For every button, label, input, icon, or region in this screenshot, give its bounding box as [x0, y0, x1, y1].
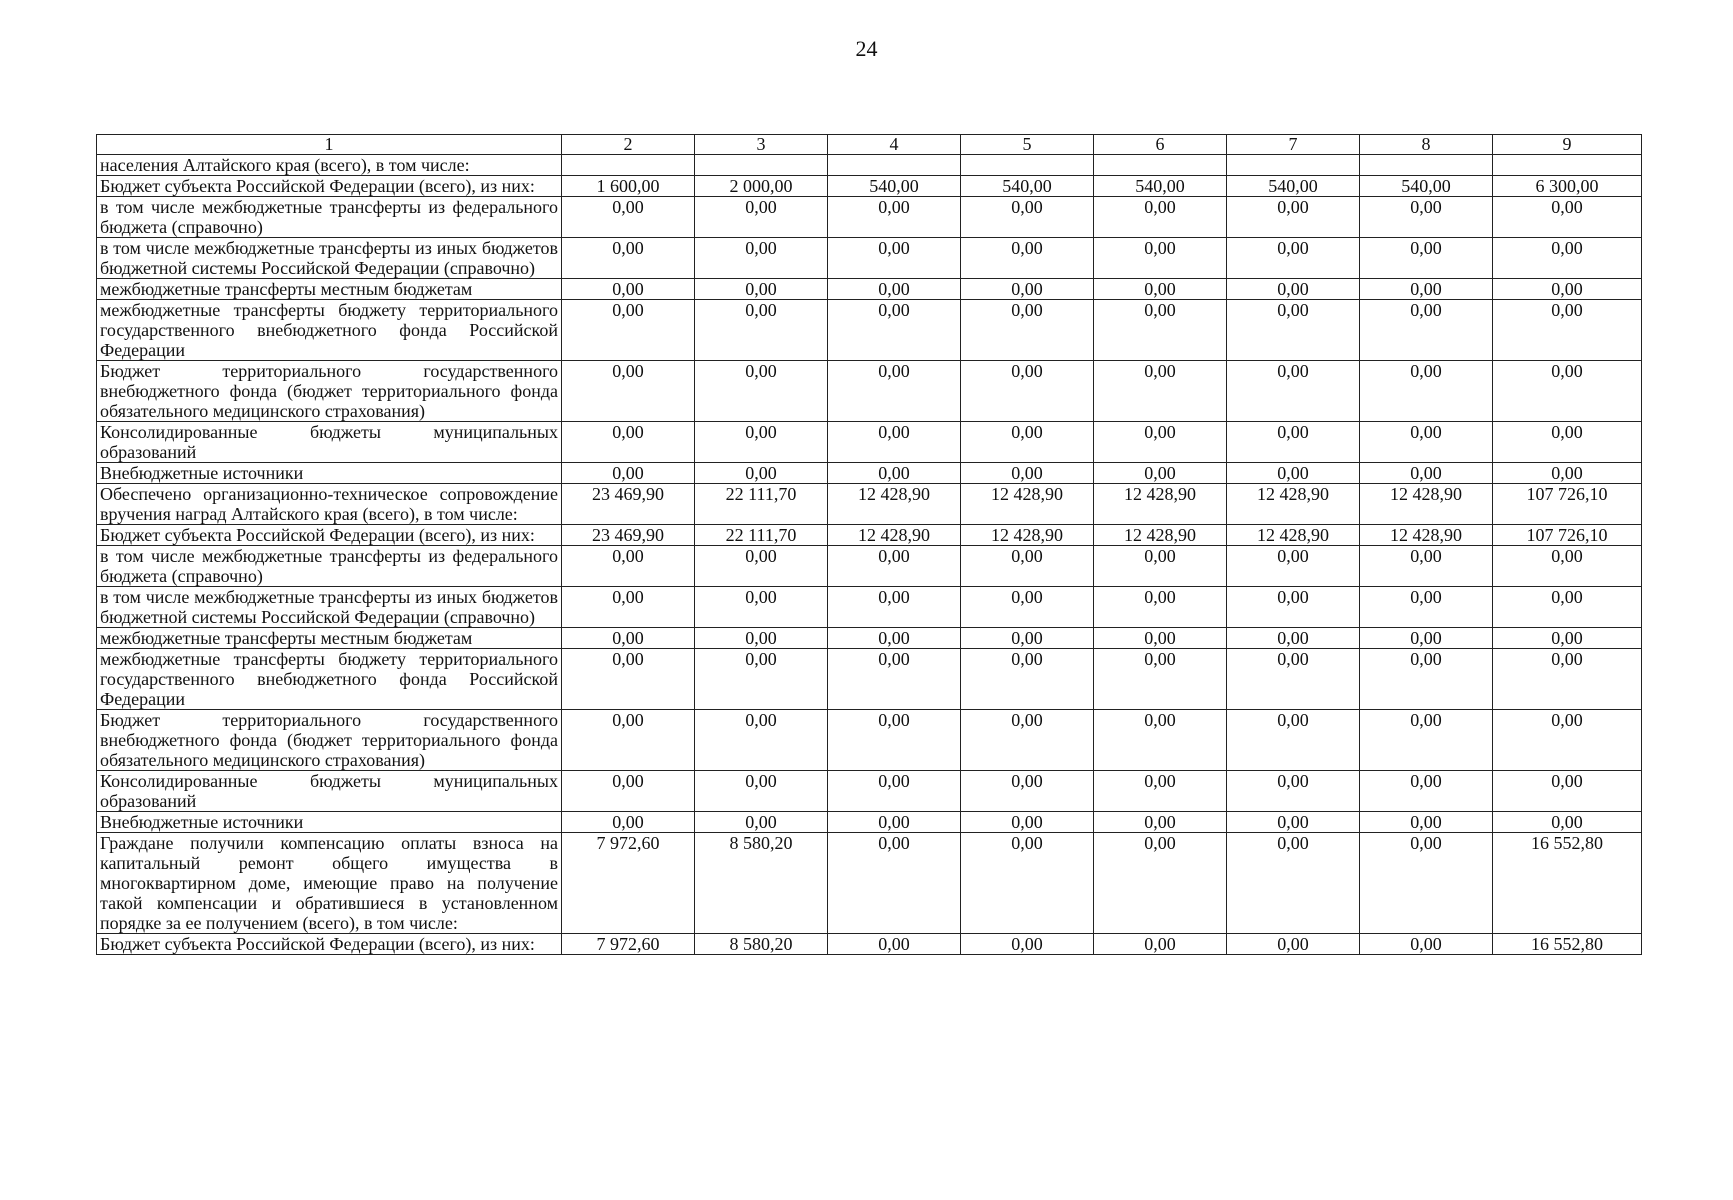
row-value: 0,00: [961, 587, 1094, 628]
row-label: в том числе межбюджетные трансферты из иных бюджетов бюджетной системы Российской Федерации (справочно): [97, 587, 562, 628]
table-row: [97, 628, 1642, 649]
row-value: 540,00: [1094, 176, 1227, 197]
row-value: 0,00: [1493, 812, 1642, 833]
table-row: [97, 649, 1642, 710]
row-value: 0,00: [961, 771, 1094, 812]
row-value: 16 552,80: [1493, 833, 1642, 934]
row-value: 0,00: [1360, 771, 1493, 812]
row-value: 0,00: [1094, 279, 1227, 300]
row-value: 22 111,70: [695, 484, 828, 525]
row-value: 0,00: [1493, 279, 1642, 300]
row-value: 0,00: [961, 710, 1094, 771]
row-label: Бюджет субъекта Российской Федерации (всего), из них:: [97, 525, 562, 546]
table-row: [97, 546, 1642, 587]
row-value: 0,00: [1227, 628, 1360, 649]
row-value: 6 300,00: [1493, 176, 1642, 197]
table-header: [97, 135, 1642, 155]
row-value: 0,00: [1094, 771, 1227, 812]
row-value: 0,00: [828, 197, 961, 238]
row-value: 0,00: [1493, 361, 1642, 422]
table-row: [97, 587, 1642, 628]
row-value: 0,00: [1493, 546, 1642, 587]
row-value: 0,00: [562, 587, 695, 628]
row-value: 0,00: [1094, 422, 1227, 463]
row-value: 0,00: [1493, 628, 1642, 649]
table-row: [97, 361, 1642, 422]
row-label: в том числе межбюджетные трансферты из федерального бюджета (справочно): [97, 546, 562, 587]
row-value: 0,00: [961, 833, 1094, 934]
row-value: 0,00: [562, 771, 695, 812]
table-row: [97, 238, 1642, 279]
table-row: [97, 197, 1642, 238]
row-value: 107 726,10: [1493, 525, 1642, 546]
row-value: 8 580,20: [695, 934, 828, 955]
row-value: 22 111,70: [695, 525, 828, 546]
row-value: 0,00: [1227, 934, 1360, 955]
row-value: 0,00: [828, 422, 961, 463]
table-row: [97, 279, 1642, 300]
row-value: 0,00: [828, 833, 961, 934]
row-value: 0,00: [1493, 463, 1642, 484]
row-value: 0,00: [1227, 710, 1360, 771]
row-value: 0,00: [562, 279, 695, 300]
row-value: 0,00: [562, 710, 695, 771]
row-value: 0,00: [1227, 422, 1360, 463]
row-value: 0,00: [1360, 710, 1493, 771]
row-label: Внебюджетные источники: [97, 463, 562, 484]
row-value: 0,00: [1094, 833, 1227, 934]
table-row: [97, 463, 1642, 484]
table-row: [97, 176, 1642, 197]
row-value: [1094, 155, 1227, 176]
row-value: 12 428,90: [828, 484, 961, 525]
row-value: 0,00: [961, 812, 1094, 833]
row-value: 12 428,90: [961, 484, 1094, 525]
row-value: 0,00: [1094, 197, 1227, 238]
row-value: 2 000,00: [695, 176, 828, 197]
row-value: 0,00: [828, 771, 961, 812]
row-label: Граждане получили компенсацию оплаты взноса на капитальный ремонт общего имущества в многоквартирном доме, имеющие право на получение такой компенсации и обратившиеся в установленном порядке за ее получением (всего), в том числе:: [97, 833, 562, 934]
row-value: 12 428,90: [1094, 525, 1227, 546]
row-value: 0,00: [961, 238, 1094, 279]
row-value: 12 428,90: [1360, 484, 1493, 525]
row-value: 0,00: [1360, 628, 1493, 649]
row-value: 0,00: [961, 628, 1094, 649]
row-value: 0,00: [562, 422, 695, 463]
row-value: 0,00: [1094, 546, 1227, 587]
row-value: 0,00: [828, 649, 961, 710]
row-label: Консолидированные бюджеты муниципальных образований: [97, 771, 562, 812]
row-value: 0,00: [1360, 934, 1493, 955]
row-value: 0,00: [961, 361, 1094, 422]
row-label: межбюджетные трансферты местным бюджетам: [97, 628, 562, 649]
row-value: 0,00: [828, 710, 961, 771]
row-value: 0,00: [695, 812, 828, 833]
row-value: 0,00: [695, 238, 828, 279]
row-value: [961, 155, 1094, 176]
row-value: 8 580,20: [695, 833, 828, 934]
column-header: 1: [97, 135, 562, 155]
row-value: 0,00: [562, 628, 695, 649]
row-value: 0,00: [562, 463, 695, 484]
row-value: 0,00: [695, 197, 828, 238]
table-row: [97, 771, 1642, 812]
row-value: 0,00: [1493, 771, 1642, 812]
row-value: 0,00: [1493, 238, 1642, 279]
row-value: 0,00: [1493, 649, 1642, 710]
row-value: [1493, 155, 1642, 176]
row-value: 0,00: [1227, 587, 1360, 628]
row-value: 0,00: [1094, 812, 1227, 833]
row-value: 12 428,90: [1227, 484, 1360, 525]
row-value: 0,00: [1227, 463, 1360, 484]
row-value: 0,00: [562, 546, 695, 587]
row-value: 0,00: [1227, 197, 1360, 238]
row-value: 7 972,60: [562, 833, 695, 934]
row-label: Бюджет субъекта Российской Федерации (всего), из них:: [97, 934, 562, 955]
row-value: [562, 155, 695, 176]
row-value: 0,00: [1360, 812, 1493, 833]
row-value: 0,00: [1227, 771, 1360, 812]
row-value: 0,00: [1493, 300, 1642, 361]
row-label: населения Алтайского края (всего), в том числе:: [97, 155, 562, 176]
row-value: 0,00: [1094, 628, 1227, 649]
row-value: 12 428,90: [828, 525, 961, 546]
row-value: [1360, 155, 1493, 176]
row-value: 0,00: [961, 649, 1094, 710]
row-value: 0,00: [1094, 361, 1227, 422]
row-value: 0,00: [695, 463, 828, 484]
column-header: 9: [1493, 135, 1642, 155]
table-row: [97, 422, 1642, 463]
row-value: 0,00: [1227, 649, 1360, 710]
row-value: 12 428,90: [961, 525, 1094, 546]
row-label: Внебюджетные источники: [97, 812, 562, 833]
row-value: 0,00: [828, 812, 961, 833]
row-value: 0,00: [1094, 710, 1227, 771]
row-label: Бюджет субъекта Российской Федерации (всего), из них:: [97, 176, 562, 197]
row-value: 16 552,80: [1493, 934, 1642, 955]
row-label: межбюджетные трансферты бюджету территориального государственного внебюджетного фонда Российской Федерации: [97, 300, 562, 361]
column-header: 8: [1360, 135, 1493, 155]
row-value: 0,00: [828, 279, 961, 300]
row-value: 0,00: [1360, 546, 1493, 587]
row-value: 540,00: [828, 176, 961, 197]
table-row: [97, 525, 1642, 546]
row-value: 0,00: [1360, 300, 1493, 361]
row-value: 0,00: [1227, 300, 1360, 361]
row-value: 0,00: [695, 628, 828, 649]
row-value: 540,00: [1227, 176, 1360, 197]
row-value: 7 972,60: [562, 934, 695, 955]
row-value: [1227, 155, 1360, 176]
row-label: межбюджетные трансферты местным бюджетам: [97, 279, 562, 300]
table-row: [97, 300, 1642, 361]
row-value: 23 469,90: [562, 484, 695, 525]
row-label: Бюджет территориального государственного внебюджетного фонда (бюджет территориального фонда обязательного медицинского страхования): [97, 361, 562, 422]
row-value: 0,00: [1094, 463, 1227, 484]
row-value: 0,00: [828, 463, 961, 484]
row-value: 0,00: [1360, 463, 1493, 484]
row-value: 0,00: [1360, 238, 1493, 279]
row-label: Консолидированные бюджеты муниципальных образований: [97, 422, 562, 463]
row-value: 540,00: [1360, 176, 1493, 197]
table-row: [97, 812, 1642, 833]
row-value: 0,00: [695, 361, 828, 422]
row-label: в том числе межбюджетные трансферты из иных бюджетов бюджетной системы Российской Федерации (справочно): [97, 238, 562, 279]
row-value: 0,00: [1493, 587, 1642, 628]
row-value: 12 428,90: [1227, 525, 1360, 546]
row-value: 540,00: [961, 176, 1094, 197]
row-value: 0,00: [562, 300, 695, 361]
row-label: в том числе межбюджетные трансферты из федерального бюджета (справочно): [97, 197, 562, 238]
row-value: 0,00: [1094, 934, 1227, 955]
row-value: 0,00: [828, 587, 961, 628]
table-row: [97, 934, 1642, 955]
row-value: 0,00: [1493, 422, 1642, 463]
row-value: 0,00: [1227, 833, 1360, 934]
row-value: 0,00: [1227, 361, 1360, 422]
header-row: [97, 135, 1642, 155]
row-value: 0,00: [1094, 649, 1227, 710]
row-value: 0,00: [1360, 279, 1493, 300]
row-value: 0,00: [1493, 710, 1642, 771]
table-body: [97, 155, 1642, 955]
row-value: 0,00: [1227, 546, 1360, 587]
row-value: 0,00: [1227, 238, 1360, 279]
column-header: 7: [1227, 135, 1360, 155]
row-label: Обеспечено организационно-техническое сопровождение вручения наград Алтайского края (всего), в том числе:: [97, 484, 562, 525]
row-value: 0,00: [961, 300, 1094, 361]
row-value: 0,00: [695, 710, 828, 771]
row-value: 0,00: [695, 587, 828, 628]
row-value: 0,00: [828, 300, 961, 361]
row-value: 0,00: [1360, 833, 1493, 934]
row-value: [695, 155, 828, 176]
table-row: [97, 833, 1642, 934]
row-value: 23 469,90: [562, 525, 695, 546]
row-value: 0,00: [1227, 279, 1360, 300]
row-value: 0,00: [695, 300, 828, 361]
row-value: 0,00: [562, 238, 695, 279]
row-value: 0,00: [695, 279, 828, 300]
row-value: 0,00: [961, 197, 1094, 238]
row-value: 0,00: [1360, 197, 1493, 238]
table-row: [97, 155, 1642, 176]
row-value: 0,00: [1227, 812, 1360, 833]
row-value: 0,00: [695, 422, 828, 463]
row-value: 0,00: [961, 546, 1094, 587]
row-value: 0,00: [1094, 587, 1227, 628]
row-value: 0,00: [1360, 649, 1493, 710]
row-value: 0,00: [961, 463, 1094, 484]
column-header: 3: [695, 135, 828, 155]
row-value: 0,00: [828, 361, 961, 422]
column-header: 5: [961, 135, 1094, 155]
budget-table: [96, 134, 1642, 955]
row-value: 0,00: [562, 361, 695, 422]
page-number: 24: [855, 36, 878, 61]
row-value: 0,00: [828, 546, 961, 587]
row-value: 0,00: [695, 546, 828, 587]
row-value: 0,00: [1094, 238, 1227, 279]
column-header: 6: [1094, 135, 1227, 155]
row-value: 0,00: [1493, 197, 1642, 238]
row-value: 107 726,10: [1493, 484, 1642, 525]
row-value: 0,00: [828, 628, 961, 649]
row-value: 1 600,00: [562, 176, 695, 197]
row-value: 0,00: [1094, 300, 1227, 361]
row-value: 0,00: [562, 649, 695, 710]
row-value: 0,00: [961, 279, 1094, 300]
row-label: Бюджет территориального государственного внебюджетного фонда (бюджет территориального фонда обязательного медицинского страхования): [97, 710, 562, 771]
row-value: [828, 155, 961, 176]
column-header: 4: [828, 135, 961, 155]
table-row: [97, 484, 1642, 525]
row-value: 0,00: [961, 934, 1094, 955]
row-value: 0,00: [961, 422, 1094, 463]
row-value: 0,00: [562, 812, 695, 833]
row-value: 12 428,90: [1094, 484, 1227, 525]
row-value: 12 428,90: [1360, 525, 1493, 546]
row-value: 0,00: [1360, 422, 1493, 463]
row-value: 0,00: [1360, 361, 1493, 422]
row-value: 0,00: [562, 197, 695, 238]
row-label: межбюджетные трансферты бюджету территориального государственного внебюджетного фонда Российской Федерации: [97, 649, 562, 710]
row-value: 0,00: [828, 238, 961, 279]
row-value: 0,00: [695, 649, 828, 710]
column-header: 2: [562, 135, 695, 155]
row-value: 0,00: [1360, 587, 1493, 628]
table-row: [97, 710, 1642, 771]
row-value: 0,00: [828, 934, 961, 955]
row-value: 0,00: [695, 771, 828, 812]
